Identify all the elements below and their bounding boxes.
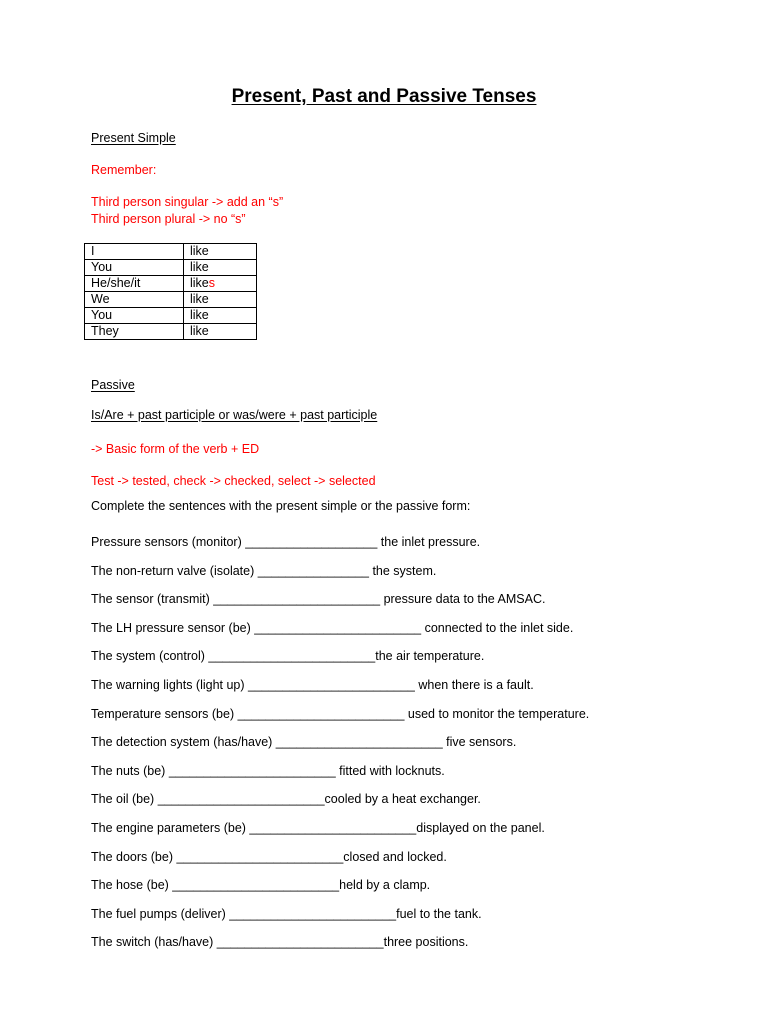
page-title: Present, Past and Passive Tenses — [231, 86, 537, 107]
exercise-sentence: The oil (be) ________________________cooled by a heat exchanger. — [91, 792, 481, 807]
exercise-sentence: The nuts (be) ________________________ fitted with locknuts. — [91, 763, 445, 778]
rule-plural: Third person plural -> no “s” — [91, 212, 246, 226]
verb-cell — [184, 308, 257, 324]
subject-cell: I — [85, 244, 184, 260]
subject-cell: He/she/it — [85, 276, 184, 292]
conjugation-row — [85, 260, 257, 276]
verb-text: like — [190, 324, 209, 338]
verb-suffix: s — [208, 276, 216, 290]
verb-cell — [184, 276, 257, 292]
exercise-sentence: The system (control) ________________________the air temperature. — [91, 649, 485, 664]
exercise-sentence: The fuel pumps (deliver) ________________________fuel to the tank. — [91, 906, 482, 921]
exercise-sentences — [91, 534, 589, 963]
remember-label: Remember: — [91, 163, 157, 177]
conjugation-row — [85, 292, 257, 308]
conjugation-row — [85, 244, 257, 260]
verb-cell — [184, 292, 257, 308]
exercise-instruction: Complete the sentences with the present simple or the passive form: — [91, 499, 471, 513]
rule-singular: Third person singular -> add an “s” — [91, 195, 284, 209]
verb-text: like — [190, 260, 209, 274]
passive-formula: Is/Are + past participle or was/were + past participle — [91, 408, 378, 422]
verb-cell — [184, 244, 257, 260]
subject-cell: You — [85, 308, 184, 324]
exercise-sentence: The switch (has/have) ________________________three positions. — [91, 935, 469, 950]
exercise-sentence: The doors (be) ________________________closed and locked. — [91, 849, 447, 864]
exercise-sentence: The non-return valve (isolate) ________________ the system. — [91, 563, 437, 578]
present-simple-heading: Present Simple — [91, 131, 176, 145]
conjugation-row — [85, 324, 257, 340]
verb-text: like — [190, 244, 209, 258]
exercise-sentence: Temperature sensors (be) ________________________ used to monitor the temperature. — [91, 706, 590, 721]
subject-cell: You — [85, 260, 184, 276]
verb-cell — [184, 260, 257, 276]
exercise-sentence: Pressure sensors (monitor) ___________________ the inlet pressure. — [91, 535, 481, 549]
subject-cell: They — [85, 324, 184, 340]
exercise-sentence: The LH pressure sensor (be) ________________________ connected to the inlet side. — [91, 620, 574, 635]
exercise-sentence: The hose (be) ________________________held by a clamp. — [91, 878, 431, 893]
basic-form-rule: -> Basic form of the verb + ED — [91, 442, 260, 456]
verb-cell — [184, 324, 257, 340]
conjugation-row — [85, 308, 257, 324]
conjugation-table — [84, 243, 257, 340]
conjugation-row — [85, 276, 257, 292]
verb-text: like — [190, 292, 209, 306]
ed-examples: Test -> tested, check -> checked, select -> selected — [91, 474, 376, 488]
subject-cell: We — [85, 292, 184, 308]
verb-text: like — [190, 276, 209, 290]
passive-heading: Passive — [91, 378, 135, 392]
exercise-sentence: The sensor (transmit) ________________________ pressure data to the AMSAC. — [91, 592, 546, 607]
exercise-sentence: The engine parameters (be) ________________________displayed on the panel. — [91, 820, 545, 835]
exercise-sentence: The detection system (has/have) ________________________ five sensors. — [91, 735, 517, 750]
exercise-sentence: The warning lights (light up) ________________________ when there is a fault. — [91, 677, 534, 692]
verb-text: like — [190, 308, 209, 322]
